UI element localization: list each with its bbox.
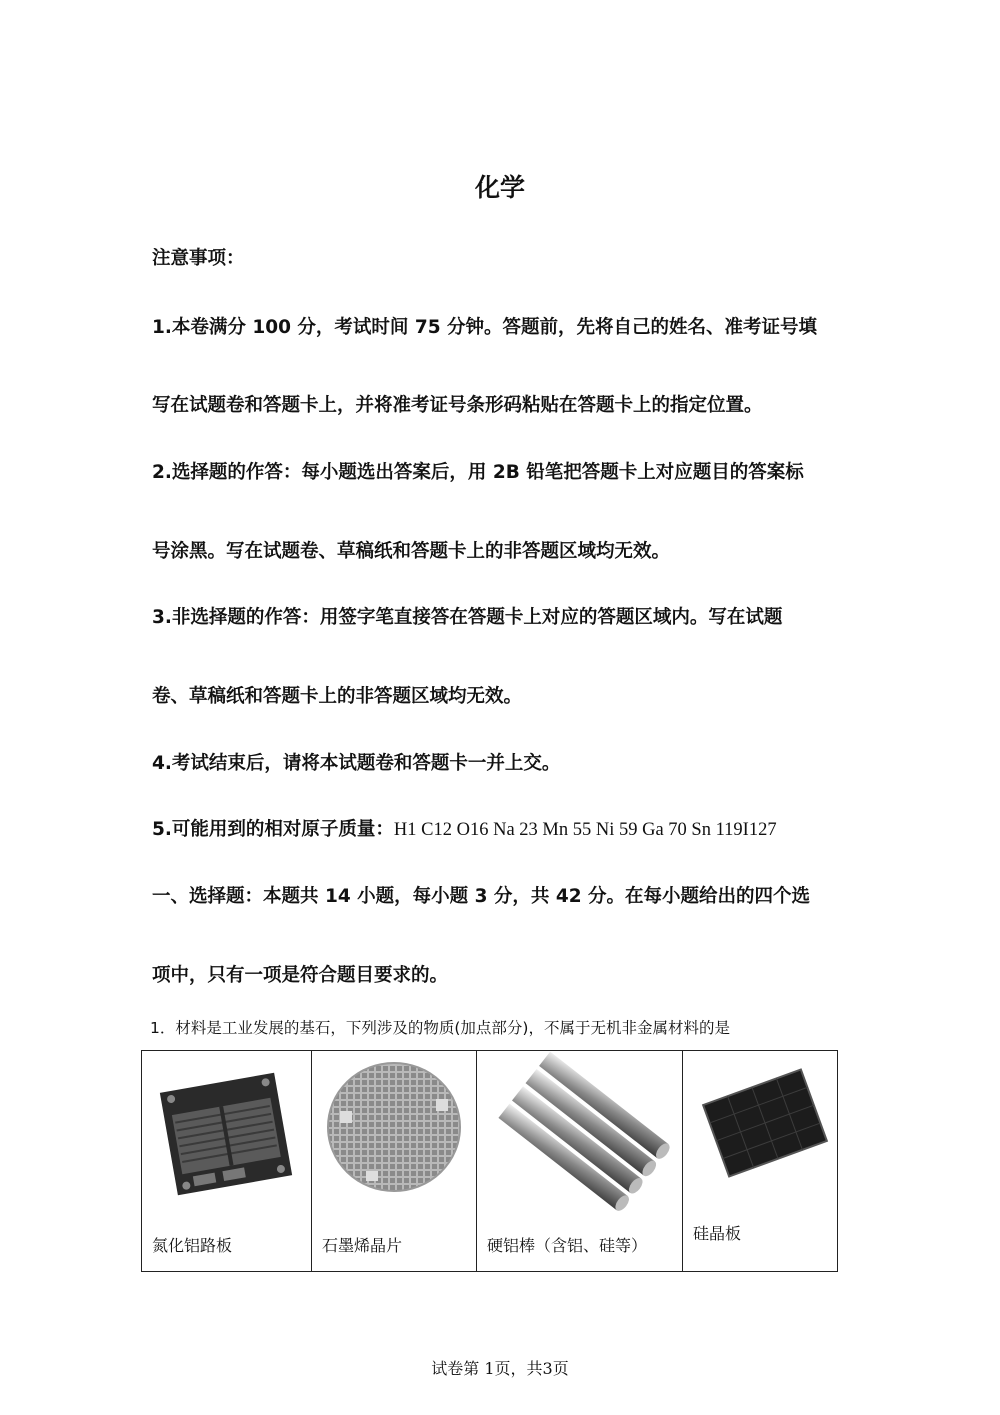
notice-line-6: 卷、草稿纸和答题卡上的非答题区域均无效。: [152, 686, 523, 707]
question-1-stem: 1．材料是工业发展的基石，下列涉及的物质(加点部分)，不属于无机非金属材料的是: [150, 1019, 730, 1037]
section-line-1: 一、选择题：本题共 14 小题，每小题 3 分，共 42 分。在每小题给出的四个选: [152, 886, 811, 907]
notice-line-3: 2.选择题的作答：每小题选出答案后，用 2B 铅笔把答题卡上对应题目的答案标: [152, 462, 804, 483]
notice-line-masses: [152, 815, 777, 841]
option-cell-c: [477, 1051, 683, 1272]
masses-label: 5.可能用到的相对原子质量：: [152, 819, 394, 840]
wafer-icon: [312, 1051, 476, 1211]
notice-heading: 注意事项：: [152, 248, 245, 269]
options-table: [141, 1050, 838, 1272]
option-caption-a: 氮化铝路板: [152, 1236, 233, 1255]
masses-values: H1 C12 O16 Na 23 Mn 55 Ni 59 Ga 70 Sn 119I127: [393, 820, 777, 840]
circuit-board-icon: [142, 1051, 311, 1211]
metal-rods-icon: [477, 1051, 682, 1211]
solar-panel-icon: [683, 1051, 837, 1211]
option-caption-b: 石墨烯晶片: [322, 1236, 403, 1255]
option-cell-b: [312, 1051, 477, 1272]
notice-line-1: 1.本卷满分 100 分，考试时间 75 分钟。答题前，先将自己的姓名、准考证号填: [152, 317, 818, 338]
notice-line-7: 4.考试结束后，请将本试题卷和答题卡一并上交。: [152, 753, 561, 774]
notice-line-4: 号涂黑。写在试题卷、草稿纸和答题卡上的非答题区域均无效。: [152, 541, 671, 562]
option-cell-a: [142, 1051, 312, 1272]
option-cell-d: [683, 1051, 838, 1272]
option-caption-d: 硅晶板: [693, 1224, 742, 1243]
page-footer: 试卷第 1页，共3页: [431, 1359, 569, 1378]
option-caption-c: 硬铝棒（含铝、硅等）: [487, 1236, 648, 1255]
page-title: 化学: [474, 173, 525, 202]
notice-line-2: 写在试题卷和答题卡上，并将准考证号条形码粘贴在答题卡上的指定位置。: [152, 395, 763, 416]
section-line-2: 项中，只有一项是符合题目要求的。: [152, 965, 449, 986]
notice-line-5: 3.非选择题的作答：用签字笔直接答在答题卡上对应的答题区域内。写在试题: [152, 607, 783, 628]
